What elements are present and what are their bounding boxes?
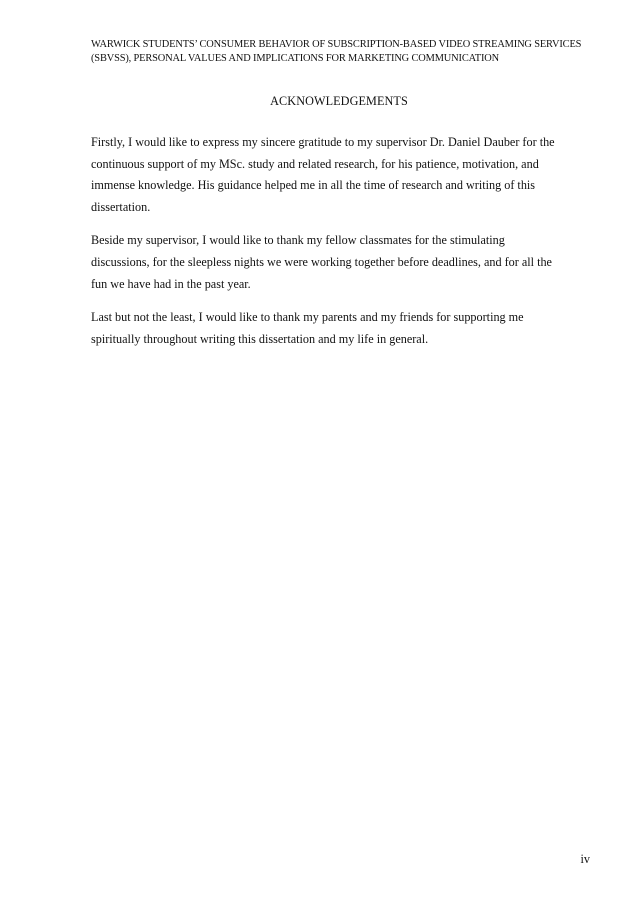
page-number: iv [580,852,590,866]
running-header-line: WARWICK STUDENTS’ CONSUMER BEHAVIOR OF SUBSCRIPTION-BASED VIDEO STREAMING SERVICES [91,39,582,50]
paragraph-classmates [91,230,591,295]
text-line: continuous support of my MSc. study and related research, for his patience, motivation, and [91,156,539,171]
paragraph-family [91,307,591,350]
text-line: discussions, for the sleepless nights we were working together before deadlines, and for all the [91,254,552,269]
text-line: dissertation. [91,199,151,214]
text-line: Firstly, I would like to express my sincere gratitude to my supervisor Dr. Daniel Dauber for the [91,135,555,149]
paragraph-supervisor [91,132,591,218]
text-line: fun we have had in the past year. [91,276,251,291]
running-header-line: (SBVSS), PERSONAL VALUES AND IMPLICATIONS FOR MARKETING COMMUNICATION [91,52,500,64]
text-line: Last but not the least, I would like to thank my parents and my friends for supporting me [91,310,524,325]
acknowledgements-body [91,132,591,362]
page-title: ACKNOWLEDGEMENTS [270,94,408,108]
text-line: Beside my supervisor, I would like to thank my fellow classmates for the stimulating [91,233,505,248]
text-line: immense knowledge. His guidance helped me in all the time of research and writing of this [91,178,536,193]
text-line: spiritually throughout writing this dissertation and my life in general. [91,331,429,346]
running-header [91,38,582,65]
